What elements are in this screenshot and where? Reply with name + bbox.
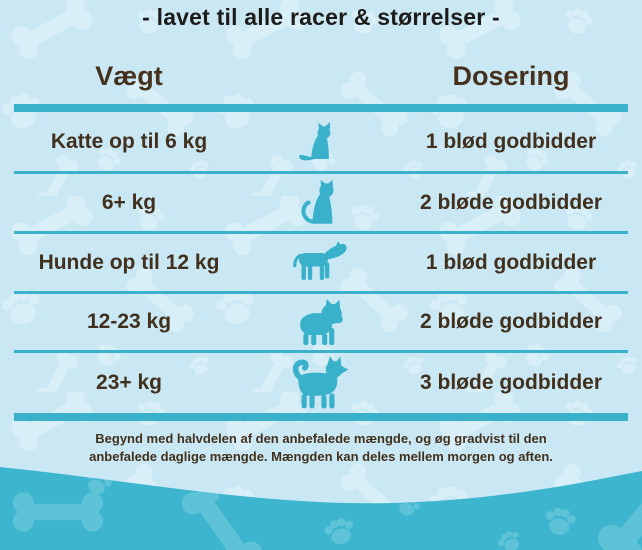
cat-small-icon bbox=[297, 122, 341, 162]
header-divider-bar bbox=[14, 104, 628, 112]
wave-decoration bbox=[0, 450, 642, 550]
table-row bbox=[14, 112, 628, 171]
weight-value: 6+ kg bbox=[101, 190, 157, 214]
table-row bbox=[14, 353, 628, 413]
dog-large-icon bbox=[284, 356, 354, 410]
weight-value: Hunde op til 12 kg bbox=[38, 250, 220, 274]
poster-title: - lavet til alle racer & størrelser - bbox=[142, 4, 500, 30]
dosing-value: 2 bløde godbidder bbox=[420, 310, 602, 333]
table-row bbox=[14, 234, 628, 291]
weight-value: Katte op til 6 kg bbox=[50, 129, 208, 153]
dosing-table bbox=[14, 104, 628, 421]
footer-divider-bar bbox=[14, 413, 628, 421]
dosing-instructions: Begynd med halvdelen af den anbefalede mængde, og øg gradvist til den anbefalede daglige mængde. Mængden kan deles mellem morgen og aften. bbox=[89, 431, 553, 465]
dog-medium-icon bbox=[290, 298, 348, 347]
weight-value: 12-23 kg bbox=[86, 310, 172, 333]
dosing-value: 1 blød godbidder bbox=[425, 250, 597, 274]
table-header bbox=[14, 58, 628, 94]
icon-wrap bbox=[244, 241, 394, 284]
table-row bbox=[14, 294, 628, 350]
weight-value: 23+ kg bbox=[96, 371, 162, 394]
weight-column-header: Vægt bbox=[95, 60, 163, 91]
dosing-value: 2 bløde godbidder bbox=[420, 190, 602, 214]
table-row bbox=[14, 174, 628, 231]
dosing-value: 3 bløde godbidder bbox=[420, 371, 602, 394]
dog-small-icon bbox=[288, 241, 350, 284]
dosing-value: 1 blød godbidder bbox=[425, 129, 597, 153]
dosing-column-header: Dosering bbox=[452, 60, 570, 91]
cat-large-icon bbox=[296, 180, 342, 226]
